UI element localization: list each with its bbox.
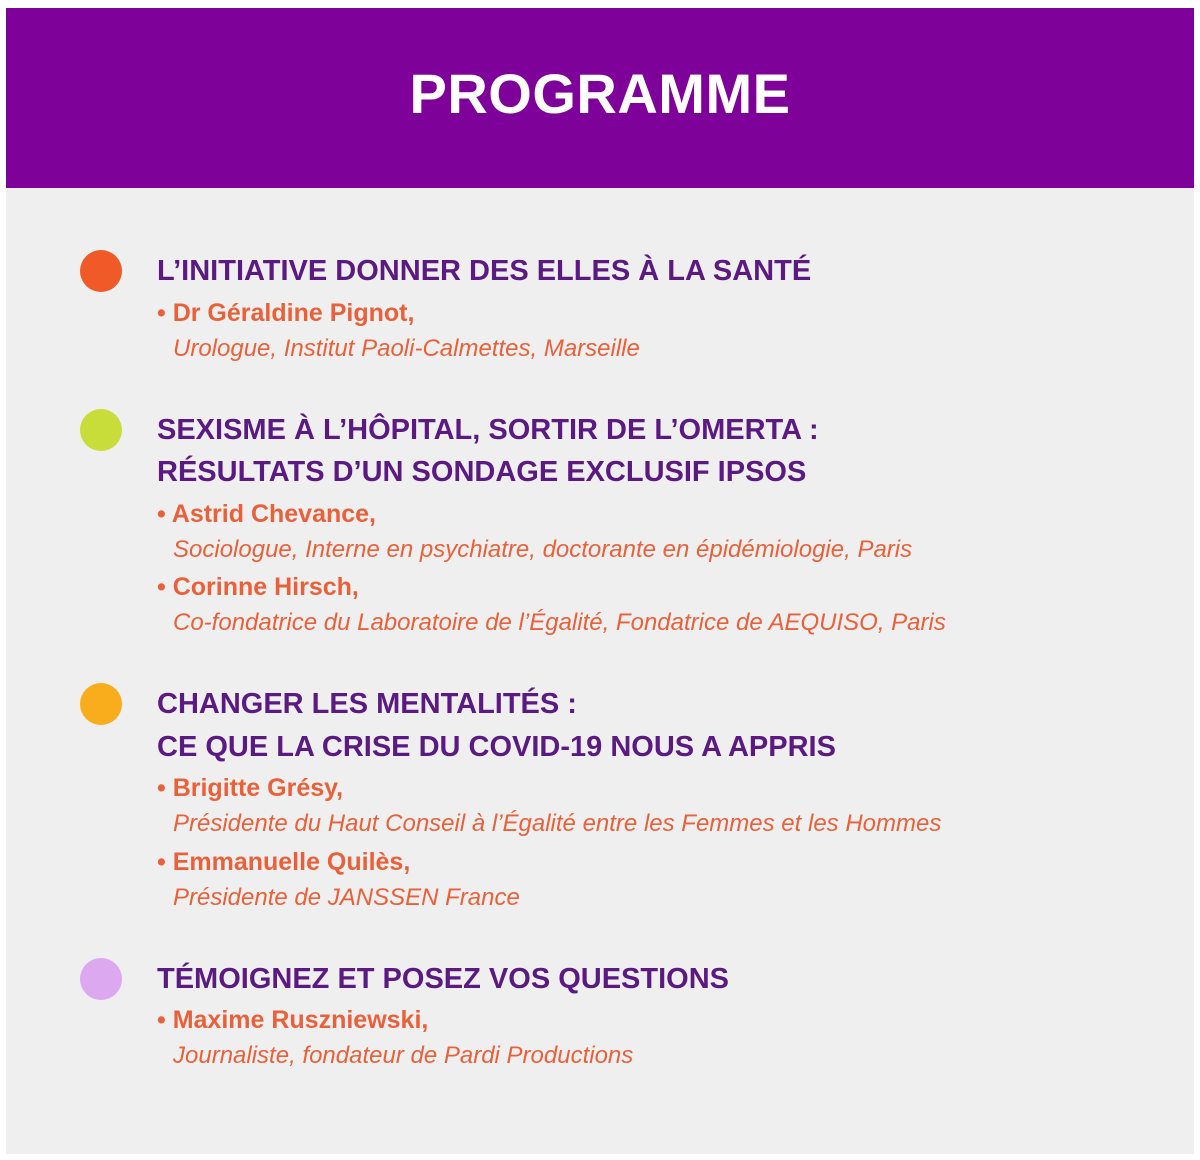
section-title-line-2: RÉSULTATS D’UN SONDAGE EXCLUSIF IPSOS [157, 456, 807, 488]
speaker [157, 496, 912, 568]
programme-title: PROGRAMME [409, 61, 791, 125]
speaker-name: • Dr Géraldine Pignot, [157, 299, 415, 327]
yellow-dot-icon [80, 683, 122, 725]
section-title-line-1: CHANGER LES MENTALITÉS : [157, 688, 577, 720]
programme-header [6, 8, 1194, 188]
speaker [157, 569, 946, 641]
speaker-name: • Astrid Chevance, [157, 500, 377, 528]
speaker-name: • Emmanuelle Quilès, [157, 848, 411, 876]
speaker-role: Présidente de JANSSEN France [173, 884, 520, 911]
speaker-name: • Brigitte Grésy, [157, 774, 344, 802]
speaker-role: Présidente du Haut Conseil à l’Égalité entre les Femmes et les Hommes [173, 810, 942, 837]
speaker-name: • Maxime Ruszniewski, [157, 1006, 429, 1034]
section-title: TÉMOIGNEZ ET POSEZ VOS QUESTIONS [157, 963, 730, 995]
section-title-line-1: SEXISME À L’HÔPITAL, SORTIR DE L’OMERTA : [157, 414, 819, 446]
speaker-role: Sociologue, Interne en psychiatre, doctorante en épidémiologie, Paris [173, 536, 913, 563]
speaker-name: • Corinne Hirsch, [157, 573, 359, 601]
speaker-role: Co-fondatrice du Laboratoire de l’Égalité, Fondatrice de AEQUISO, Paris [173, 609, 946, 636]
speaker [157, 770, 941, 842]
speaker-role: Urologue, Institut Paoli-Calmettes, Marseille [173, 335, 640, 362]
section-title-line-2: CE QUE LA CRISE DU COVID-19 NOUS A APPRIS [157, 731, 836, 763]
programme-card [6, 8, 1194, 1154]
speaker [157, 295, 640, 367]
speaker [157, 1002, 633, 1074]
orange-dot-icon [80, 250, 122, 292]
green-dot-icon [80, 409, 122, 451]
lilac-dot-icon [80, 958, 122, 1000]
section-title: L’INITIATIVE DONNER DES ELLES À LA SANTÉ [157, 255, 812, 287]
speaker-role: Journaliste, fondateur de Pardi Productions [173, 1042, 634, 1069]
speaker [157, 844, 520, 916]
